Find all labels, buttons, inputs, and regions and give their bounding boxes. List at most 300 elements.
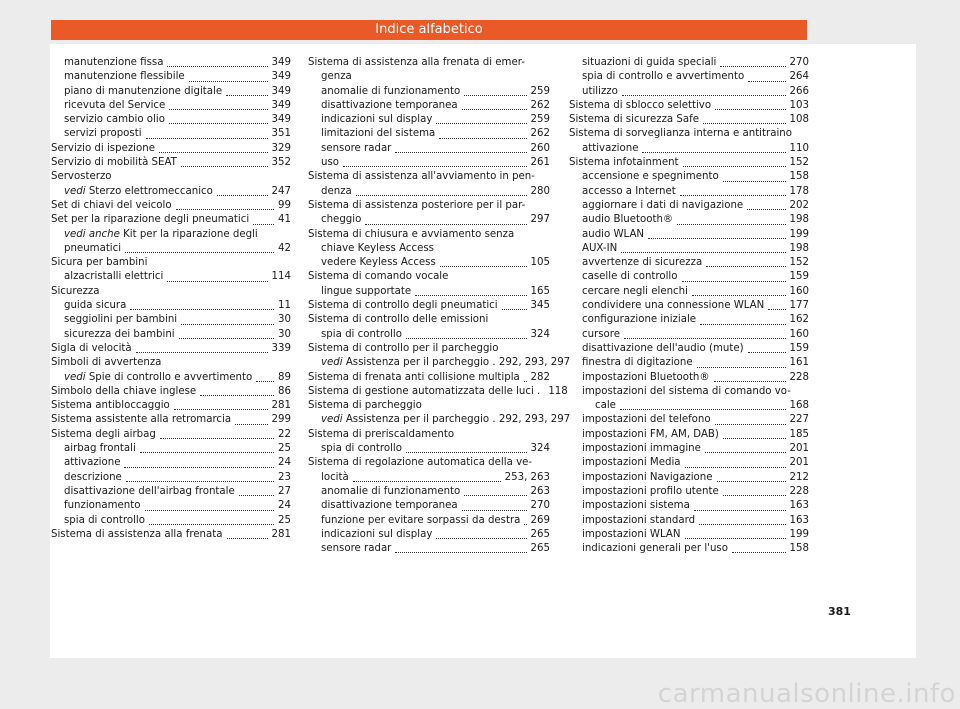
- index-entry-page: 349: [271, 85, 291, 97]
- index-entry-text: spia di controllo: [321, 328, 402, 340]
- dot-leader: [167, 281, 267, 282]
- index-entry-page: 212: [789, 471, 809, 483]
- index-entry-label: [64, 127, 142, 141]
- index-entry: [569, 228, 809, 242]
- index-entry-text: disattivazione dell'airbag frontale: [64, 485, 235, 497]
- index-entry-label: [308, 342, 498, 356]
- index-entry-text: airbag frontali: [64, 443, 136, 455]
- index-entry-page: 228: [789, 371, 809, 383]
- index-entry-page: 89: [278, 371, 291, 383]
- dot-leader: [624, 338, 786, 339]
- index-entry-label: [64, 313, 177, 327]
- index-entry-page: 324: [530, 328, 550, 340]
- index-entry: [51, 428, 291, 442]
- index-entry-label: [582, 356, 693, 370]
- index-entry-text: Sistema di parcheggio: [308, 400, 422, 412]
- index-entry-text: cale: [595, 400, 616, 412]
- dot-leader: [747, 209, 785, 210]
- index-entry: [51, 70, 291, 84]
- index-entry-text: avvertenze di sicurezza: [582, 257, 703, 269]
- index-entry-text: Sistema assistente alla retromarcia: [51, 414, 232, 426]
- index-entry-page: 24: [278, 457, 291, 469]
- index-entry: [569, 313, 809, 327]
- index-entry: [569, 242, 809, 256]
- index-entry: [569, 213, 809, 227]
- index-entry-page: 345: [530, 300, 550, 312]
- dot-leader: [439, 138, 526, 139]
- index-entry-label: [51, 199, 172, 213]
- index-entry-label: [582, 299, 764, 313]
- index-entry: [569, 270, 809, 284]
- index-entry-label: [595, 399, 616, 413]
- index-entry: [51, 514, 291, 528]
- index-entry: [51, 270, 291, 284]
- index-entry-label: [582, 285, 688, 299]
- index-entry-page: 178: [789, 185, 809, 197]
- index-entry-text: Sistema antibloccaggio: [51, 400, 170, 412]
- index-entry-text: servizio cambio olio: [64, 114, 165, 126]
- index-entry-page: 42: [278, 242, 291, 254]
- index-entry: [308, 342, 550, 356]
- index-entry-page: 168: [789, 400, 809, 412]
- dot-leader: [685, 538, 786, 539]
- index-entry-label: [321, 413, 570, 427]
- index-entry-page: 349: [271, 99, 291, 111]
- watermark: carmanualsonline.info: [657, 679, 956, 709]
- index-entry-label: [582, 442, 701, 456]
- index-entry-page: 299: [271, 414, 291, 426]
- index-entry-page: 262: [530, 99, 550, 111]
- dot-leader: [748, 81, 785, 82]
- index-entry-label: [51, 528, 223, 542]
- index-entry-page: 349: [271, 57, 291, 68]
- index-entry-label: [321, 499, 458, 513]
- index-entry-page: 247: [271, 185, 291, 197]
- index-entry: [51, 413, 291, 427]
- index-entry: [308, 385, 568, 399]
- index-entry-text: Sistema di gestione automatizzata delle luci .: [308, 385, 541, 397]
- index-entry: [569, 256, 809, 270]
- index-entry-label: [321, 442, 402, 456]
- index-entry-label: [321, 142, 391, 156]
- index-entry-label: [64, 113, 165, 127]
- index-entry: [569, 428, 809, 442]
- dot-leader: [124, 467, 274, 468]
- dot-leader: [699, 524, 785, 525]
- index-entry: [51, 156, 291, 170]
- index-entry: [569, 356, 809, 370]
- index-entry-text: impostazioni del sistema di comando vo-: [582, 385, 791, 397]
- index-entry-page: 270: [789, 57, 809, 68]
- dot-leader: [732, 552, 786, 553]
- index-entry-text: situazioni di guida speciali: [582, 57, 717, 68]
- index-entry-page: 161: [789, 357, 809, 369]
- index-entry-text: anomalie di funzionamento: [321, 85, 461, 97]
- index-entry: [51, 528, 291, 542]
- index-entry-label: [582, 413, 711, 427]
- index-entry-page: 159: [789, 342, 809, 354]
- index-entry: [308, 170, 550, 184]
- index-entry-label: [64, 299, 126, 313]
- index-entry-page: 352: [271, 157, 291, 169]
- index-entry: [51, 328, 291, 342]
- index-entry-text: Servosterzo: [51, 171, 112, 183]
- index-entry-text: attivazione: [64, 457, 121, 469]
- index-entry-text: cheggio: [321, 214, 362, 226]
- dot-leader: [239, 495, 274, 496]
- index-entry: [569, 170, 809, 184]
- see-reference: vedi: [321, 357, 343, 369]
- index-entry-page: 264: [789, 71, 809, 83]
- index-entry-label: [308, 371, 520, 385]
- dot-leader: [464, 95, 526, 96]
- index-entry-text: Sigla di velocità: [51, 342, 132, 354]
- index-entry: [51, 142, 291, 156]
- index-entry-page: 339: [271, 342, 291, 354]
- index-entry: [569, 385, 809, 399]
- index-entry: [51, 285, 291, 299]
- index-entry-text: vedere Keyless Access: [321, 257, 436, 269]
- index-entry-label: [582, 485, 719, 499]
- dot-leader: [680, 195, 786, 196]
- index-entry-label: [582, 199, 743, 213]
- index-entry-label: [51, 356, 161, 370]
- index-entry: [569, 56, 809, 70]
- index-entry-page: 185: [789, 428, 809, 440]
- dot-leader: [140, 452, 274, 453]
- index-entry-page: 24: [278, 500, 291, 512]
- index-entry-label: [64, 56, 163, 70]
- dot-leader: [200, 395, 274, 396]
- dot-leader: [692, 295, 786, 296]
- index-entry-page: 202: [789, 199, 809, 211]
- dot-leader: [356, 195, 527, 196]
- index-entry: [308, 85, 550, 99]
- index-entry-text: Sistema degli airbag: [51, 428, 156, 440]
- index-entry-text: impostazioni Navigazione: [582, 471, 713, 483]
- index-entry-text: Sistema di preriscaldamento: [308, 428, 455, 440]
- dot-leader: [406, 452, 527, 453]
- index-entry: [51, 127, 291, 141]
- dot-leader: [145, 510, 275, 511]
- index-entry: [569, 142, 809, 156]
- index-entry: [51, 399, 291, 413]
- index-entry: [569, 542, 809, 556]
- index-entry-page: 259: [530, 114, 550, 126]
- index-entry-label: [582, 242, 617, 256]
- index-entry-page: 159: [789, 271, 809, 283]
- index-entry-page: 282: [530, 371, 550, 383]
- index-entry-page: 165: [530, 285, 550, 297]
- index-entry-text: disattivazione temporanea: [321, 99, 458, 111]
- index-entry-page: 158: [789, 543, 809, 555]
- index-entry-label: [308, 199, 525, 213]
- index-entry-label: [582, 228, 644, 242]
- index-entry-text: denza: [321, 185, 352, 197]
- index-entry-page: 228: [789, 485, 809, 497]
- dot-leader: [723, 181, 786, 182]
- index-entry: [51, 342, 291, 356]
- index-entry: [308, 113, 550, 127]
- index-entry: [308, 542, 550, 556]
- index-entry: [308, 99, 550, 113]
- index-entry-label: [51, 413, 231, 427]
- index-entry-label: [64, 70, 185, 84]
- dot-leader: [343, 166, 527, 167]
- index-entry-text: guida sicura: [64, 300, 127, 312]
- index-entry: [51, 99, 291, 113]
- dot-leader: [703, 123, 786, 124]
- index-entry-text: Sistema infotainment: [569, 157, 679, 169]
- index-entry-text: manutenzione fissa: [64, 57, 164, 68]
- index-entry-label: [321, 85, 460, 99]
- index-entry: [308, 56, 550, 70]
- index-entry: [51, 456, 291, 470]
- index-entry: [51, 371, 291, 385]
- index-entry-text: audio Bluetooth®: [582, 214, 674, 226]
- index-entry: [569, 528, 809, 542]
- index-entry: [308, 499, 550, 513]
- index-entry-text: audio WLAN: [582, 228, 645, 240]
- index-entry: [569, 113, 809, 127]
- index-entry-label: [308, 428, 454, 442]
- index-entry-text: lingue supportate: [321, 285, 412, 297]
- index-entry: [569, 399, 809, 413]
- index-entry-page: 86: [278, 385, 291, 397]
- index-entry: [308, 285, 550, 299]
- see-reference: vedi: [64, 185, 86, 197]
- dot-leader: [256, 381, 274, 382]
- index-entry-label: [64, 485, 235, 499]
- index-entry-text: impostazioni sistema: [582, 500, 690, 512]
- index-entry: [569, 499, 809, 513]
- index-entry-text: accensione e spegnimento: [582, 171, 719, 183]
- index-entry-page: 199: [789, 228, 809, 240]
- index-entry-text: Servizio di ispezione: [51, 142, 155, 154]
- index-entry-text: Set per la riparazione degli pneumatici: [51, 214, 250, 226]
- index-entry-label: [51, 428, 156, 442]
- index-entry-page: 23: [278, 471, 291, 483]
- index-entry-text: configurazione iniziale: [582, 314, 697, 326]
- index-entry-label: [582, 213, 673, 227]
- dot-leader: [174, 409, 268, 410]
- index-entry-label: [321, 256, 436, 270]
- dot-leader: [748, 352, 786, 353]
- index-entry: [569, 199, 809, 213]
- index-entry-page: 281: [271, 528, 291, 540]
- index-entry-label: [321, 485, 460, 499]
- index-entry-page: 30: [278, 314, 291, 326]
- index-entry-page: 152: [789, 257, 809, 269]
- index-entry-label: [321, 285, 411, 299]
- page-title: Indice alfabetico: [375, 22, 483, 37]
- index-entry-page: 349: [271, 71, 291, 83]
- index-entry-text: Sistema di chiusura e avviamento senza: [308, 228, 515, 240]
- index-entry-label: [582, 56, 716, 70]
- index-entry-label: [51, 285, 100, 299]
- index-entry-page: 227: [789, 414, 809, 426]
- index-entry-label: [64, 328, 175, 342]
- index-entry: [308, 356, 571, 370]
- dot-leader: [169, 123, 268, 124]
- index-entry-label: [582, 70, 744, 84]
- index-entry: [51, 170, 291, 184]
- index-entry-page: 260: [530, 142, 550, 154]
- index-entry-label: [64, 514, 145, 528]
- index-entry-page: 41: [278, 214, 291, 226]
- index-entry-page: 114: [271, 271, 291, 283]
- index-entry-page: 280: [530, 185, 550, 197]
- index-entry-text: condividere una connessione WLAN: [582, 300, 765, 312]
- index-entry-text: disattivazione dell'audio (mute): [582, 342, 744, 354]
- index-entry-text: indicazioni sul display: [321, 114, 433, 126]
- index-entry-page: 259: [530, 85, 550, 97]
- index-entry-label: [64, 499, 141, 513]
- index-entry-page: 351: [271, 128, 291, 140]
- index-entry: [569, 471, 809, 485]
- index-entry-page: 262: [530, 128, 550, 140]
- index-entry-label: [321, 328, 402, 342]
- page-number: 381: [828, 605, 851, 618]
- dot-leader: [685, 467, 786, 468]
- index-entry-text: Sistema di comando vocale: [308, 271, 449, 283]
- index-entry-label: [308, 270, 448, 284]
- dot-leader: [167, 66, 267, 67]
- index-entry-text: funzione per evitare sorpassi da destra: [321, 514, 521, 526]
- index-entry-label: [64, 270, 163, 284]
- index-entry: [569, 456, 809, 470]
- index-entry-page: 160: [789, 285, 809, 297]
- index-entry-label: [51, 342, 132, 356]
- index-entry-text: Servizio di mobilità SEAT: [51, 157, 177, 169]
- index-entry: [308, 127, 550, 141]
- index-entry-text: Sistema di frenata anti collisione multipla: [308, 371, 520, 383]
- index-entry-label: [582, 313, 696, 327]
- dot-leader: [181, 324, 274, 325]
- index-entry-page: 177: [789, 300, 809, 312]
- index-entry-page: 27: [278, 485, 291, 497]
- dot-leader: [682, 281, 786, 282]
- index-entry-page: 118: [548, 385, 568, 397]
- dot-leader: [524, 381, 527, 382]
- index-entry-label: [308, 399, 422, 413]
- index-entry: [308, 456, 550, 470]
- index-entry-label: [569, 113, 699, 127]
- index-entry-text: Assistenza per il parcheggio . 292, 293, 297: [342, 414, 571, 426]
- index-entry-text: impostazioni FM, AM, DAB): [582, 428, 719, 440]
- index-entry-text: sensore radar: [321, 543, 392, 555]
- index-entry-label: [51, 156, 177, 170]
- dot-leader: [464, 495, 526, 496]
- index-entry: [569, 99, 809, 113]
- index-entry-text: Sistema di assistenza posteriore per il par-: [308, 199, 526, 211]
- index-entry-page: 263: [530, 485, 550, 497]
- index-entry: [51, 442, 291, 456]
- index-entry: [308, 485, 550, 499]
- dot-leader: [149, 524, 274, 525]
- index-entry-text: Sicura per bambini: [51, 257, 148, 269]
- index-entry: [569, 413, 809, 427]
- dot-leader: [181, 166, 268, 167]
- index-entry-label: [321, 242, 434, 256]
- index-entry-text: finestra di digitazione: [582, 357, 693, 369]
- index-entry: [569, 328, 809, 342]
- index-entry-label: [582, 528, 681, 542]
- index-entry: [51, 485, 291, 499]
- index-entry: [308, 256, 550, 270]
- index-entry-text: limitazioni del sistema: [321, 128, 436, 140]
- index-entry: [569, 371, 809, 385]
- index-entry: [51, 185, 291, 199]
- index-entry-label: [582, 371, 710, 385]
- dot-leader: [159, 152, 268, 153]
- dot-leader: [189, 81, 268, 82]
- dot-leader: [700, 324, 785, 325]
- dot-leader: [406, 338, 527, 339]
- index-entry-label: [582, 85, 618, 99]
- index-entry-text: Sistema di sicurezza Safe: [569, 114, 699, 126]
- see-reference: vedi anche: [64, 228, 120, 240]
- index-entry-text: Sistema di assistenza alla frenata: [51, 528, 223, 540]
- index-entry-label: [64, 242, 121, 256]
- index-entry-label: [569, 156, 679, 170]
- index-entry: [569, 342, 809, 356]
- index-entry-page: 160: [789, 328, 809, 340]
- index-entry-page: 22: [278, 428, 291, 440]
- index-entry: [308, 213, 550, 227]
- index-entry: [308, 199, 550, 213]
- index-entry: [308, 70, 550, 84]
- dot-leader: [136, 352, 268, 353]
- index-entry-page: 201: [789, 457, 809, 469]
- index-entry-label: [321, 99, 458, 113]
- index-entry-text: Kit per la riparazione degli: [119, 228, 258, 240]
- index-entry-label: [569, 99, 711, 113]
- index-entry-label: [308, 228, 514, 242]
- index-entry-label: [64, 371, 252, 385]
- index-entry-label: [321, 113, 432, 127]
- index-entry-text: impostazioni standard: [582, 514, 696, 526]
- index-entry: [308, 228, 550, 242]
- index-entry-text: locità: [321, 471, 349, 483]
- index-entry-text: genza: [321, 71, 352, 83]
- index-entry-label: [582, 385, 791, 399]
- see-reference: vedi: [321, 414, 343, 426]
- index-entry: [308, 413, 571, 427]
- dot-leader: [462, 109, 527, 110]
- index-entry: [308, 142, 550, 156]
- see-reference: vedi: [64, 371, 86, 383]
- index-entry: [51, 385, 291, 399]
- index-entry-label: [64, 99, 165, 113]
- dot-leader: [227, 538, 268, 539]
- dot-leader: [217, 195, 268, 196]
- index-entry: [51, 213, 291, 227]
- index-entry: [51, 499, 291, 513]
- dot-leader: [436, 538, 526, 539]
- index-entry-page: 349: [271, 114, 291, 126]
- index-entry-text: Sistema di controllo degli pneumatici: [308, 300, 498, 312]
- index-entry-page: 329: [271, 142, 291, 154]
- index-entry-text: impostazioni Media: [582, 457, 681, 469]
- dot-leader: [125, 252, 274, 253]
- dot-leader: [235, 424, 267, 425]
- index-entry: [308, 399, 550, 413]
- index-entry-label: [582, 471, 713, 485]
- index-entry-text: uso: [321, 157, 339, 169]
- dot-leader: [715, 109, 785, 110]
- dot-leader: [130, 309, 274, 310]
